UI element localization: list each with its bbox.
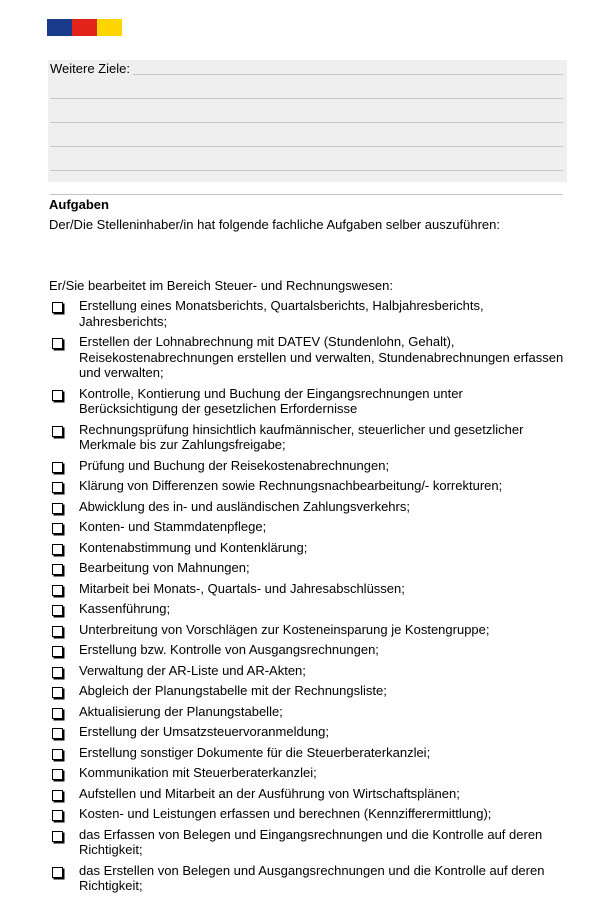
task-item	[49, 478, 564, 494]
checkbox-icon[interactable]	[52, 338, 63, 349]
task-item	[49, 863, 564, 894]
task-text: Prüfung und Buchung der Reisekostenabrechnungen;	[79, 457, 390, 473]
checkbox-icon[interactable]	[52, 749, 63, 760]
goal-line	[50, 194, 563, 195]
task-text: Erstellen der Lohnabrechnung mit DATEV (Stundenlohn, Gehalt), Reisekostenabrechnungen erstellen und verwalten, Stundenabrechnungen erfassen und verwalten;	[79, 334, 564, 380]
task-item	[49, 581, 564, 597]
task-item	[49, 499, 564, 515]
checkbox-icon[interactable]	[52, 390, 63, 401]
checkbox-icon[interactable]	[52, 302, 63, 313]
task-text: Aufstellen und Mitarbeit an der Ausführung von Wirtschaftsplänen;	[79, 785, 460, 801]
task-text: Aktualisierung der Planungstabelle;	[79, 703, 283, 719]
task-text: Kassenführung;	[79, 601, 171, 616]
task-text: Erstellung eines Monatsberichts, Quartalsberichts, Halbjahresberichts, Jahresberichts;	[79, 298, 484, 329]
task-item	[49, 622, 564, 638]
task-text: Konten- und Stammdatenpflege;	[79, 519, 267, 534]
section-sub-intro: Er/Sie bearbeitet im Bereich Steuer- und Rechnungswesen:	[49, 278, 393, 293]
checkbox-icon[interactable]	[52, 462, 63, 473]
task-text: das Erfassen von Belegen und Eingangsrechnungen und die Kontrolle auf deren Richtigkeit;	[79, 826, 543, 857]
checkbox-icon[interactable]	[52, 523, 63, 534]
checkbox-icon[interactable]	[52, 564, 63, 575]
logo-blue-block	[47, 19, 72, 36]
task-item	[49, 519, 564, 535]
checkbox-icon[interactable]	[52, 687, 63, 698]
task-item	[49, 422, 564, 453]
task-text: Kommunikation mit Steuerberaterkanzlei;	[79, 765, 317, 780]
task-text: Erstellung bzw. Kontrolle von Ausgangsrechnungen;	[79, 642, 379, 657]
further-goals-field[interactable]	[48, 60, 567, 182]
logo-red-block	[72, 19, 97, 36]
task-item	[49, 827, 564, 858]
checkbox-icon[interactable]	[52, 585, 63, 596]
checkbox-icon[interactable]	[52, 426, 63, 437]
task-item	[49, 745, 564, 761]
checkbox-icon[interactable]	[52, 544, 63, 555]
task-item	[49, 334, 564, 381]
goal-line	[50, 170, 563, 171]
checkbox-icon[interactable]	[52, 482, 63, 493]
goal-line	[50, 98, 563, 99]
checkbox-icon[interactable]	[52, 790, 63, 801]
task-text: Erstellung sonstiger Dokumente für die Steuerberaterkanzlei;	[79, 744, 431, 760]
task-item	[49, 458, 564, 474]
logo-yellow-block	[97, 19, 122, 36]
section-intro: Der/Die Stelleninhaber/in hat folgende fachliche Aufgaben selber auszuführen:	[49, 217, 500, 232]
task-text: Bearbeitung von Mahnungen;	[79, 560, 250, 575]
task-text: Mitarbeit bei Monats-, Quartals- und Jahresabschlüssen;	[79, 580, 405, 596]
company-logo	[47, 19, 122, 36]
task-text: das Erstellen von Belegen und Ausgangsrechnungen und die Kontrolle auf deren Richtigkeit;	[79, 862, 545, 893]
task-item	[49, 724, 564, 740]
task-item	[49, 704, 564, 720]
checkbox-icon[interactable]	[52, 605, 63, 616]
checkbox-icon[interactable]	[52, 728, 63, 739]
goal-line	[50, 122, 563, 123]
task-item	[49, 298, 564, 329]
task-item	[49, 786, 564, 802]
task-text: Klärung von Differenzen sowie Rechnungsnachbearbeitung/- korrekturen;	[79, 478, 503, 493]
checkbox-icon[interactable]	[52, 831, 63, 842]
checkbox-icon[interactable]	[52, 810, 63, 821]
checkbox-icon[interactable]	[52, 769, 63, 780]
task-item	[49, 765, 564, 781]
task-text: Unterbreitung von Vorschlägen zur Kosteneinsparung je Kostengruppe;	[79, 621, 490, 637]
task-text: Kontenabstimmung und Kontenklärung;	[79, 539, 308, 555]
task-text: Rechnungsprüfung hinsichtlich kaufmännischer, steuerlicher und gesetzlicher Merkmale bis zur Zahlungsfreigabe;	[79, 421, 524, 452]
task-item	[49, 683, 564, 699]
task-text: Erstellung der Umsatzsteuervoranmeldung;	[79, 724, 330, 739]
task-item	[49, 663, 564, 679]
task-list	[49, 298, 564, 899]
task-text: Kosten- und Leistungen erfassen und berechnen (Kennzifferermittlung);	[79, 806, 492, 821]
task-item	[49, 386, 564, 417]
task-text: Abgleich der Planungstabelle mit der Rechnungsliste;	[79, 683, 387, 698]
checkbox-icon[interactable]	[52, 626, 63, 637]
task-text: Kontrolle, Kontierung und Buchung der Eingangsrechnungen unter Berücksichtigung der gesetzlichen Erfordernisse	[79, 385, 463, 416]
task-text: Abwicklung des in- und ausländischen Zahlungsverkehrs;	[79, 498, 410, 514]
task-item	[49, 806, 564, 822]
goal-line	[133, 74, 563, 75]
further-goals-label: Weitere Ziele:	[50, 61, 130, 76]
checkbox-icon[interactable]	[52, 667, 63, 678]
checkbox-icon[interactable]	[52, 867, 63, 878]
task-item	[49, 601, 564, 617]
section-title: Aufgaben	[49, 197, 109, 212]
checkbox-icon[interactable]	[52, 646, 63, 657]
checkbox-icon[interactable]	[52, 503, 63, 514]
task-item	[49, 642, 564, 658]
goal-line	[50, 146, 563, 147]
task-item	[49, 540, 564, 556]
task-text: Verwaltung der AR-Liste und AR-Akten;	[79, 662, 306, 678]
checkbox-icon[interactable]	[52, 708, 63, 719]
task-item	[49, 560, 564, 576]
